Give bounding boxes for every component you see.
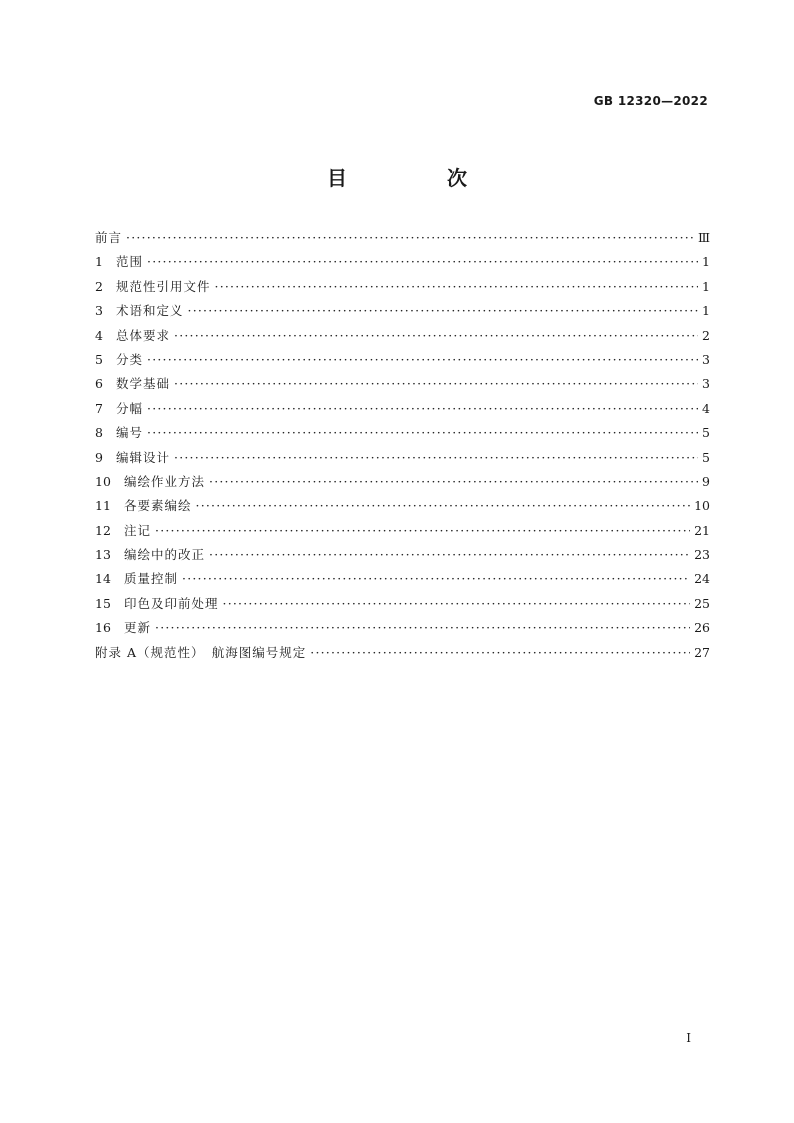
toc-entry-label: 编绘中的改正 <box>124 547 206 563</box>
toc-entry[interactable] <box>95 421 710 445</box>
toc-entry-number: 5 <box>95 351 103 367</box>
toc-entry-page: 21 <box>694 522 710 538</box>
toc-entry-number: 16 <box>95 620 111 636</box>
toc-entry-number: 3 <box>95 303 103 319</box>
toc-entry-number: 11 <box>95 498 111 514</box>
toc-leader-dots <box>126 226 694 250</box>
toc-entry-label: 范围 <box>116 254 144 270</box>
toc-entry-number: 13 <box>95 547 111 563</box>
toc-entry[interactable] <box>95 592 710 616</box>
page-number: I <box>686 1031 691 1045</box>
toc-entry[interactable] <box>95 348 710 372</box>
toc-entry-page: 3 <box>702 376 710 392</box>
toc-entry-number: 10 <box>95 473 111 489</box>
toc-entry[interactable] <box>95 372 710 396</box>
toc-leader-dots <box>209 470 698 494</box>
toc-entry[interactable] <box>95 226 710 250</box>
toc-entry[interactable] <box>95 519 710 543</box>
toc-entry-label: 编号 <box>116 425 144 441</box>
toc-leader-dots <box>188 299 698 323</box>
toc-entry-label: 各要素编绘 <box>124 498 192 514</box>
toc-entry-page: 24 <box>694 571 710 587</box>
toc-entry-page: 27 <box>694 644 710 660</box>
toc-entry[interactable] <box>95 275 710 299</box>
toc-leader-dots <box>182 567 690 591</box>
toc-entry-label: 附录 A（规范性） 航海图编号规定 <box>95 644 307 660</box>
toc-leader-dots <box>209 543 690 567</box>
toc-entry-label: 编辑设计 <box>116 449 171 465</box>
toc-entry[interactable] <box>95 324 710 348</box>
toc-entry[interactable] <box>95 397 710 421</box>
toc-entry-page: Ⅲ <box>697 230 710 245</box>
toc-entry[interactable] <box>95 641 710 665</box>
toc-leader-dots <box>223 592 691 616</box>
toc-entry-page: 2 <box>702 327 710 343</box>
toc-leader-dots <box>147 250 698 274</box>
toc-leader-dots <box>174 324 698 348</box>
toc-entry-page: 1 <box>702 254 710 270</box>
toc-entry-label: 分幅 <box>116 400 144 416</box>
toc-entry-number: 2 <box>95 278 103 294</box>
toc-entry-page: 3 <box>702 351 710 367</box>
toc-entry-label: 编绘作业方法 <box>124 473 206 489</box>
toc-leader-dots <box>310 641 690 665</box>
toc-entry[interactable] <box>95 567 710 591</box>
toc-entry[interactable] <box>95 616 710 640</box>
toc-entry-page: 1 <box>702 278 710 294</box>
toc-leader-dots <box>147 397 698 421</box>
toc-entry-label: 术语和定义 <box>116 303 184 319</box>
toc-leader-dots <box>155 519 690 543</box>
toc-entry-page: 10 <box>694 498 710 514</box>
toc-leader-dots <box>174 372 698 396</box>
toc-entry-page: 5 <box>702 449 710 465</box>
toc-entry-label: 质量控制 <box>124 571 179 587</box>
toc-entry-number: 12 <box>95 522 111 538</box>
toc-entry[interactable] <box>95 250 710 274</box>
toc-entry-page: 9 <box>702 473 710 489</box>
toc-entry-number: 1 <box>95 254 103 270</box>
toc-leader-dots <box>215 275 698 299</box>
standard-code: GB 12320—2022 <box>593 94 708 108</box>
toc-entry-label: 注记 <box>124 522 152 538</box>
toc-entry-label: 数学基础 <box>116 376 171 392</box>
toc-entry-number: 4 <box>95 327 103 343</box>
toc-entry-label: 前言 <box>95 230 123 245</box>
toc-entry-number: 7 <box>95 400 103 416</box>
toc-entry-label: 总体要求 <box>116 327 171 343</box>
toc-leader-dots <box>147 348 698 372</box>
toc-entry-label: 分类 <box>116 351 144 367</box>
toc-entry-number: 8 <box>95 425 103 441</box>
toc-entry-page: 5 <box>702 425 710 441</box>
toc-entry[interactable] <box>95 446 710 470</box>
toc-entry[interactable] <box>95 299 710 323</box>
toc-entry-page: 4 <box>702 400 710 416</box>
toc-entry-page: 1 <box>702 303 710 319</box>
toc-entry-label: 更新 <box>124 620 152 636</box>
toc-entry-number: 9 <box>95 449 103 465</box>
toc-entry[interactable] <box>95 470 710 494</box>
toc-entry-page: 26 <box>694 620 710 636</box>
toc-entry-number: 14 <box>95 571 111 587</box>
toc-leader-dots <box>155 616 690 640</box>
toc-leader-dots <box>174 446 698 470</box>
toc-entry[interactable] <box>95 543 710 567</box>
toc-entry[interactable] <box>95 494 710 518</box>
toc-title: 目 次 <box>327 166 507 190</box>
toc-leader-dots <box>147 421 698 445</box>
table-of-contents <box>95 226 710 665</box>
toc-entry-label: 规范性引用文件 <box>116 278 211 294</box>
toc-entry-number: 6 <box>95 376 103 392</box>
toc-entry-number: 15 <box>95 595 111 611</box>
toc-leader-dots <box>196 494 691 518</box>
toc-entry-page: 23 <box>694 547 710 563</box>
toc-entry-label: 印色及印前处理 <box>124 595 219 611</box>
toc-entry-page: 25 <box>694 595 710 611</box>
